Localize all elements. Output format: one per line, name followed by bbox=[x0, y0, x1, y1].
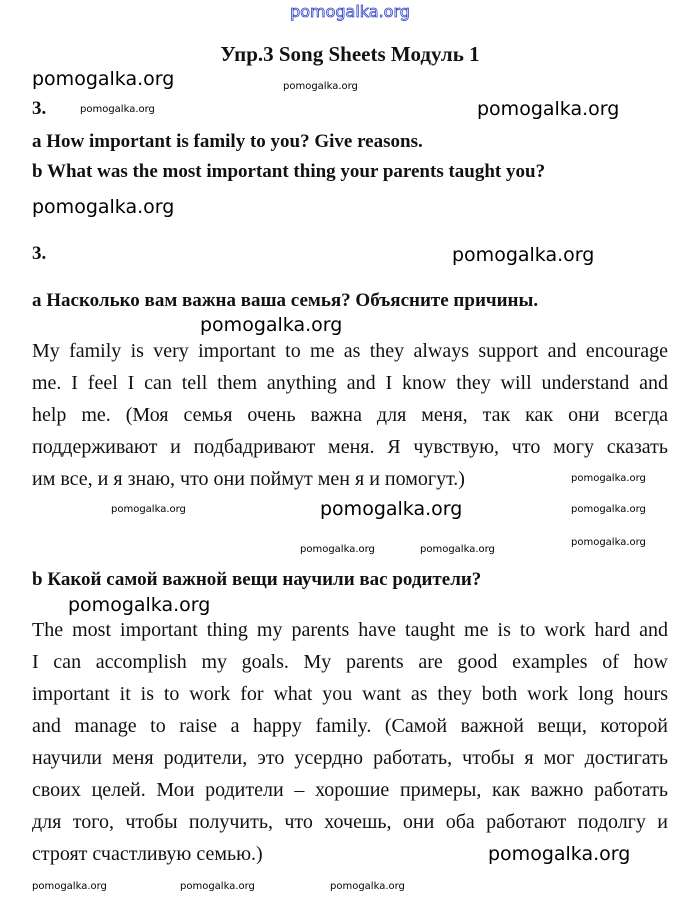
question-a-en: a How important is family to you? Give reasons. bbox=[32, 131, 423, 152]
answer-b-line: I can accomplish my goals. My parents are good examples of how bbox=[32, 651, 668, 673]
watermark: pomogalka.org bbox=[200, 314, 343, 336]
watermark: pomogalka.org bbox=[80, 104, 155, 115]
watermark: pomogalka.org bbox=[571, 537, 646, 548]
watermark: pomogalka.org bbox=[32, 196, 175, 218]
watermark: pomogalka.org bbox=[111, 504, 186, 515]
answer-a-line: My family is very important to me as they always support and encourage bbox=[32, 340, 668, 362]
watermark: pomogalka.org bbox=[32, 881, 107, 892]
answer-b-line: and manage to raise a happy family. (Самой важной вещи, которой bbox=[32, 715, 668, 737]
answer-b-line: important it is to work for what you want as they both work long hours bbox=[32, 683, 668, 705]
watermark: pomogalka.org bbox=[452, 244, 595, 266]
header-watermark: pomogalka.org bbox=[290, 2, 410, 21]
answer-b-line: своих целей. Мои родители – хорошие примеры, как важно работать bbox=[32, 779, 668, 801]
watermark: pomogalka.org bbox=[283, 81, 358, 92]
question-b-en: b What was the most important thing your parents taught you? bbox=[32, 161, 546, 182]
watermark: pomogalka.org bbox=[420, 544, 495, 555]
watermark: pomogalka.org bbox=[488, 843, 631, 865]
answer-b-line: строят счастливую семью.) bbox=[32, 843, 263, 865]
watermark: pomogalka.org bbox=[571, 473, 646, 484]
answer-b-line: The most important thing my parents have taught me is to work hard and bbox=[32, 619, 668, 641]
answer-b-line: научили меня родители, это усердно работать, чтобы я мог достигать bbox=[32, 747, 668, 769]
watermark: pomogalka.org bbox=[571, 504, 646, 515]
watermark: pomogalka.org bbox=[180, 881, 255, 892]
question-b-ru: b Какой самой важной вещи научили вас родители? bbox=[32, 569, 482, 590]
watermark: pomogalka.org bbox=[300, 544, 375, 555]
section-number: 3. bbox=[32, 243, 47, 264]
answer-a-line: me. I feel I can tell them anything and I know they will understand and bbox=[32, 372, 668, 394]
page-title: Упр.3 Song Sheets Модуль 1 bbox=[220, 42, 480, 66]
answer-a-line: поддерживают и подбадривают меня. Я чувствую, что могу сказать bbox=[32, 436, 668, 458]
answer-b-line: для того, чтобы получить, что хочешь, они оба работают подолгу и bbox=[32, 811, 668, 833]
section-number: 3. bbox=[32, 98, 47, 119]
watermark: pomogalka.org bbox=[320, 498, 463, 520]
watermark: pomogalka.org bbox=[68, 594, 211, 616]
answer-a-line: help me. (Моя семья очень важна для меня, так как они всегда bbox=[32, 404, 668, 426]
watermark: pomogalka.org bbox=[32, 68, 175, 90]
watermark: pomogalka.org bbox=[330, 881, 405, 892]
watermark: pomogalka.org bbox=[477, 98, 620, 120]
answer-a-line: им все, и я знаю, что они поймут мен я и помогут.) bbox=[32, 468, 465, 490]
question-a-ru: а Насколько вам важна ваша семья? Объясните причины. bbox=[32, 290, 539, 311]
